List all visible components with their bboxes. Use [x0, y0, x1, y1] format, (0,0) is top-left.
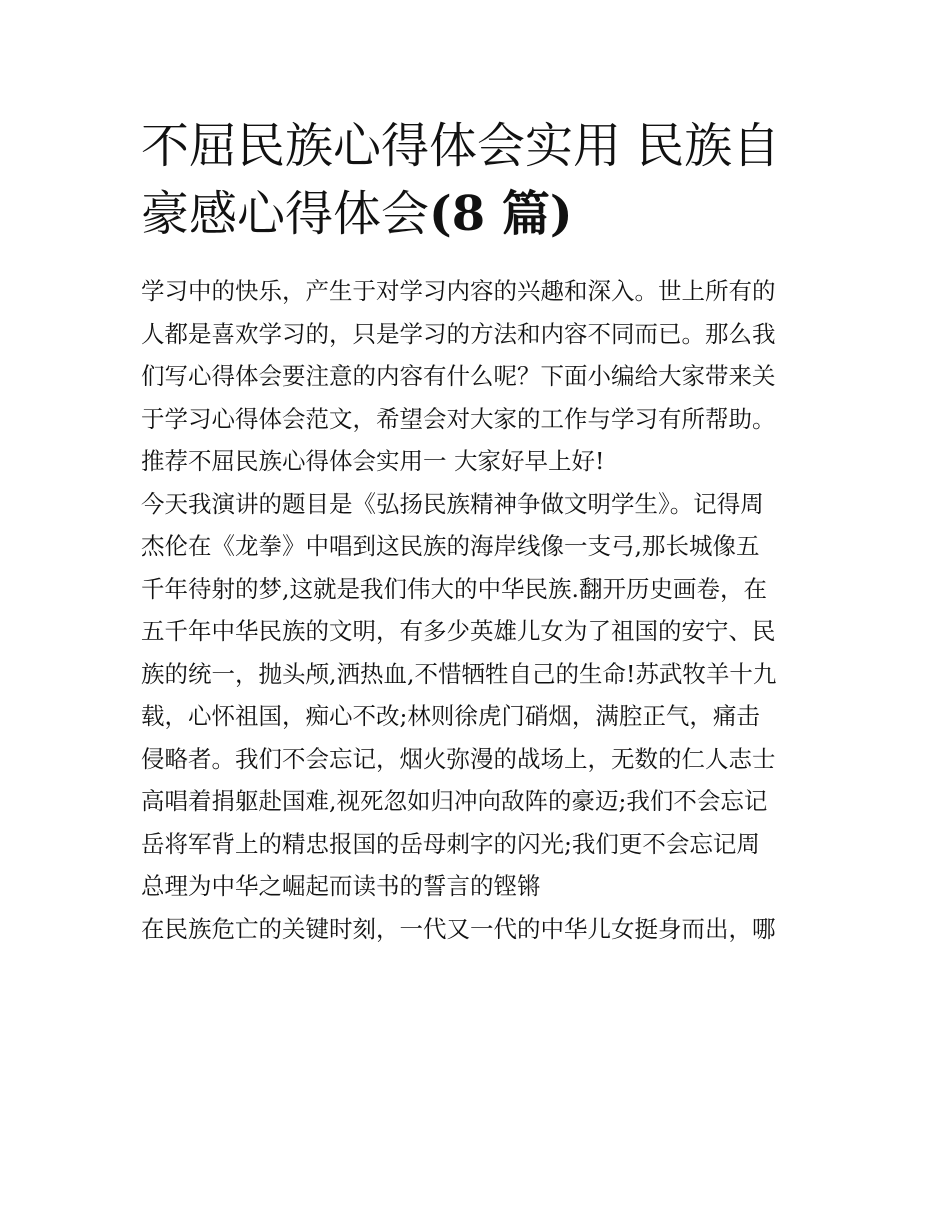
body-line: 人都是喜欢学习的，只是学习的方法和内容不同而已。那么我: [141, 319, 776, 348]
title-line-1: 不屈民族心得体会实用 民族自: [141, 118, 781, 174]
body-line: 族的统一，抛头颅,洒热血,不惜牺牲自己的生命!苏武牧羊十九: [141, 659, 777, 688]
body-line: 侵略者。我们不会忘记，烟火弥漫的战场上，无数的仁人志士: [141, 744, 776, 773]
body-line: 高唱着捐躯赴国难,视死忽如归冲向敌阵的豪迈;我们不会忘记: [141, 787, 768, 815]
body-line: 杰伦在《龙拳》中唱到这民族的海岸线像一支弓,那长城像五: [141, 532, 760, 560]
body-line: 载，心怀祖国，痴心不改;林则徐虎门硝烟，满腔正气，痛击: [141, 702, 760, 730]
body-line: 岳将军背上的精忠报国的岳母刺字的闪光;我们更不会忘记周: [141, 829, 760, 858]
body-line: 们写心得体会要注意的内容有什么呢？下面小编给大家带来关: [141, 362, 776, 390]
body-line: 推荐不屈民族心得体会实用一 大家好早上好!: [141, 447, 605, 475]
title-line-2: [141, 180, 813, 248]
body-line: 今天我演讲的题目是《弘扬民族精神争做文明学生》。记得周: [141, 489, 764, 518]
body-line: 在民族危亡的关键时刻，一代又一代的中华儿女挺身而出，哪: [141, 914, 776, 943]
title-count: (8 篇): [429, 186, 573, 242]
body-line: 于学习心得体会范文，希望会对大家的工作与学习有所帮助。: [141, 404, 776, 433]
body-line: 学习中的快乐，产生于对学习内容的兴趣和深入。世上所有的: [141, 277, 776, 305]
document-title: [141, 112, 813, 248]
body-line: 五千年中华民族的文明，有多少英雄儿女为了祖国的安宁、民: [141, 617, 776, 645]
title-line-2-text: 豪感心得体会: [141, 186, 430, 242]
document-body: [141, 270, 813, 950]
document-page: [141, 112, 813, 950]
body-line: 千年待射的梦,这就是我们伟大的中华民族.翻开历史画卷，在: [141, 574, 767, 603]
body-line: 总理为中华之崛起而读书的誓言的铿锵: [141, 872, 541, 900]
